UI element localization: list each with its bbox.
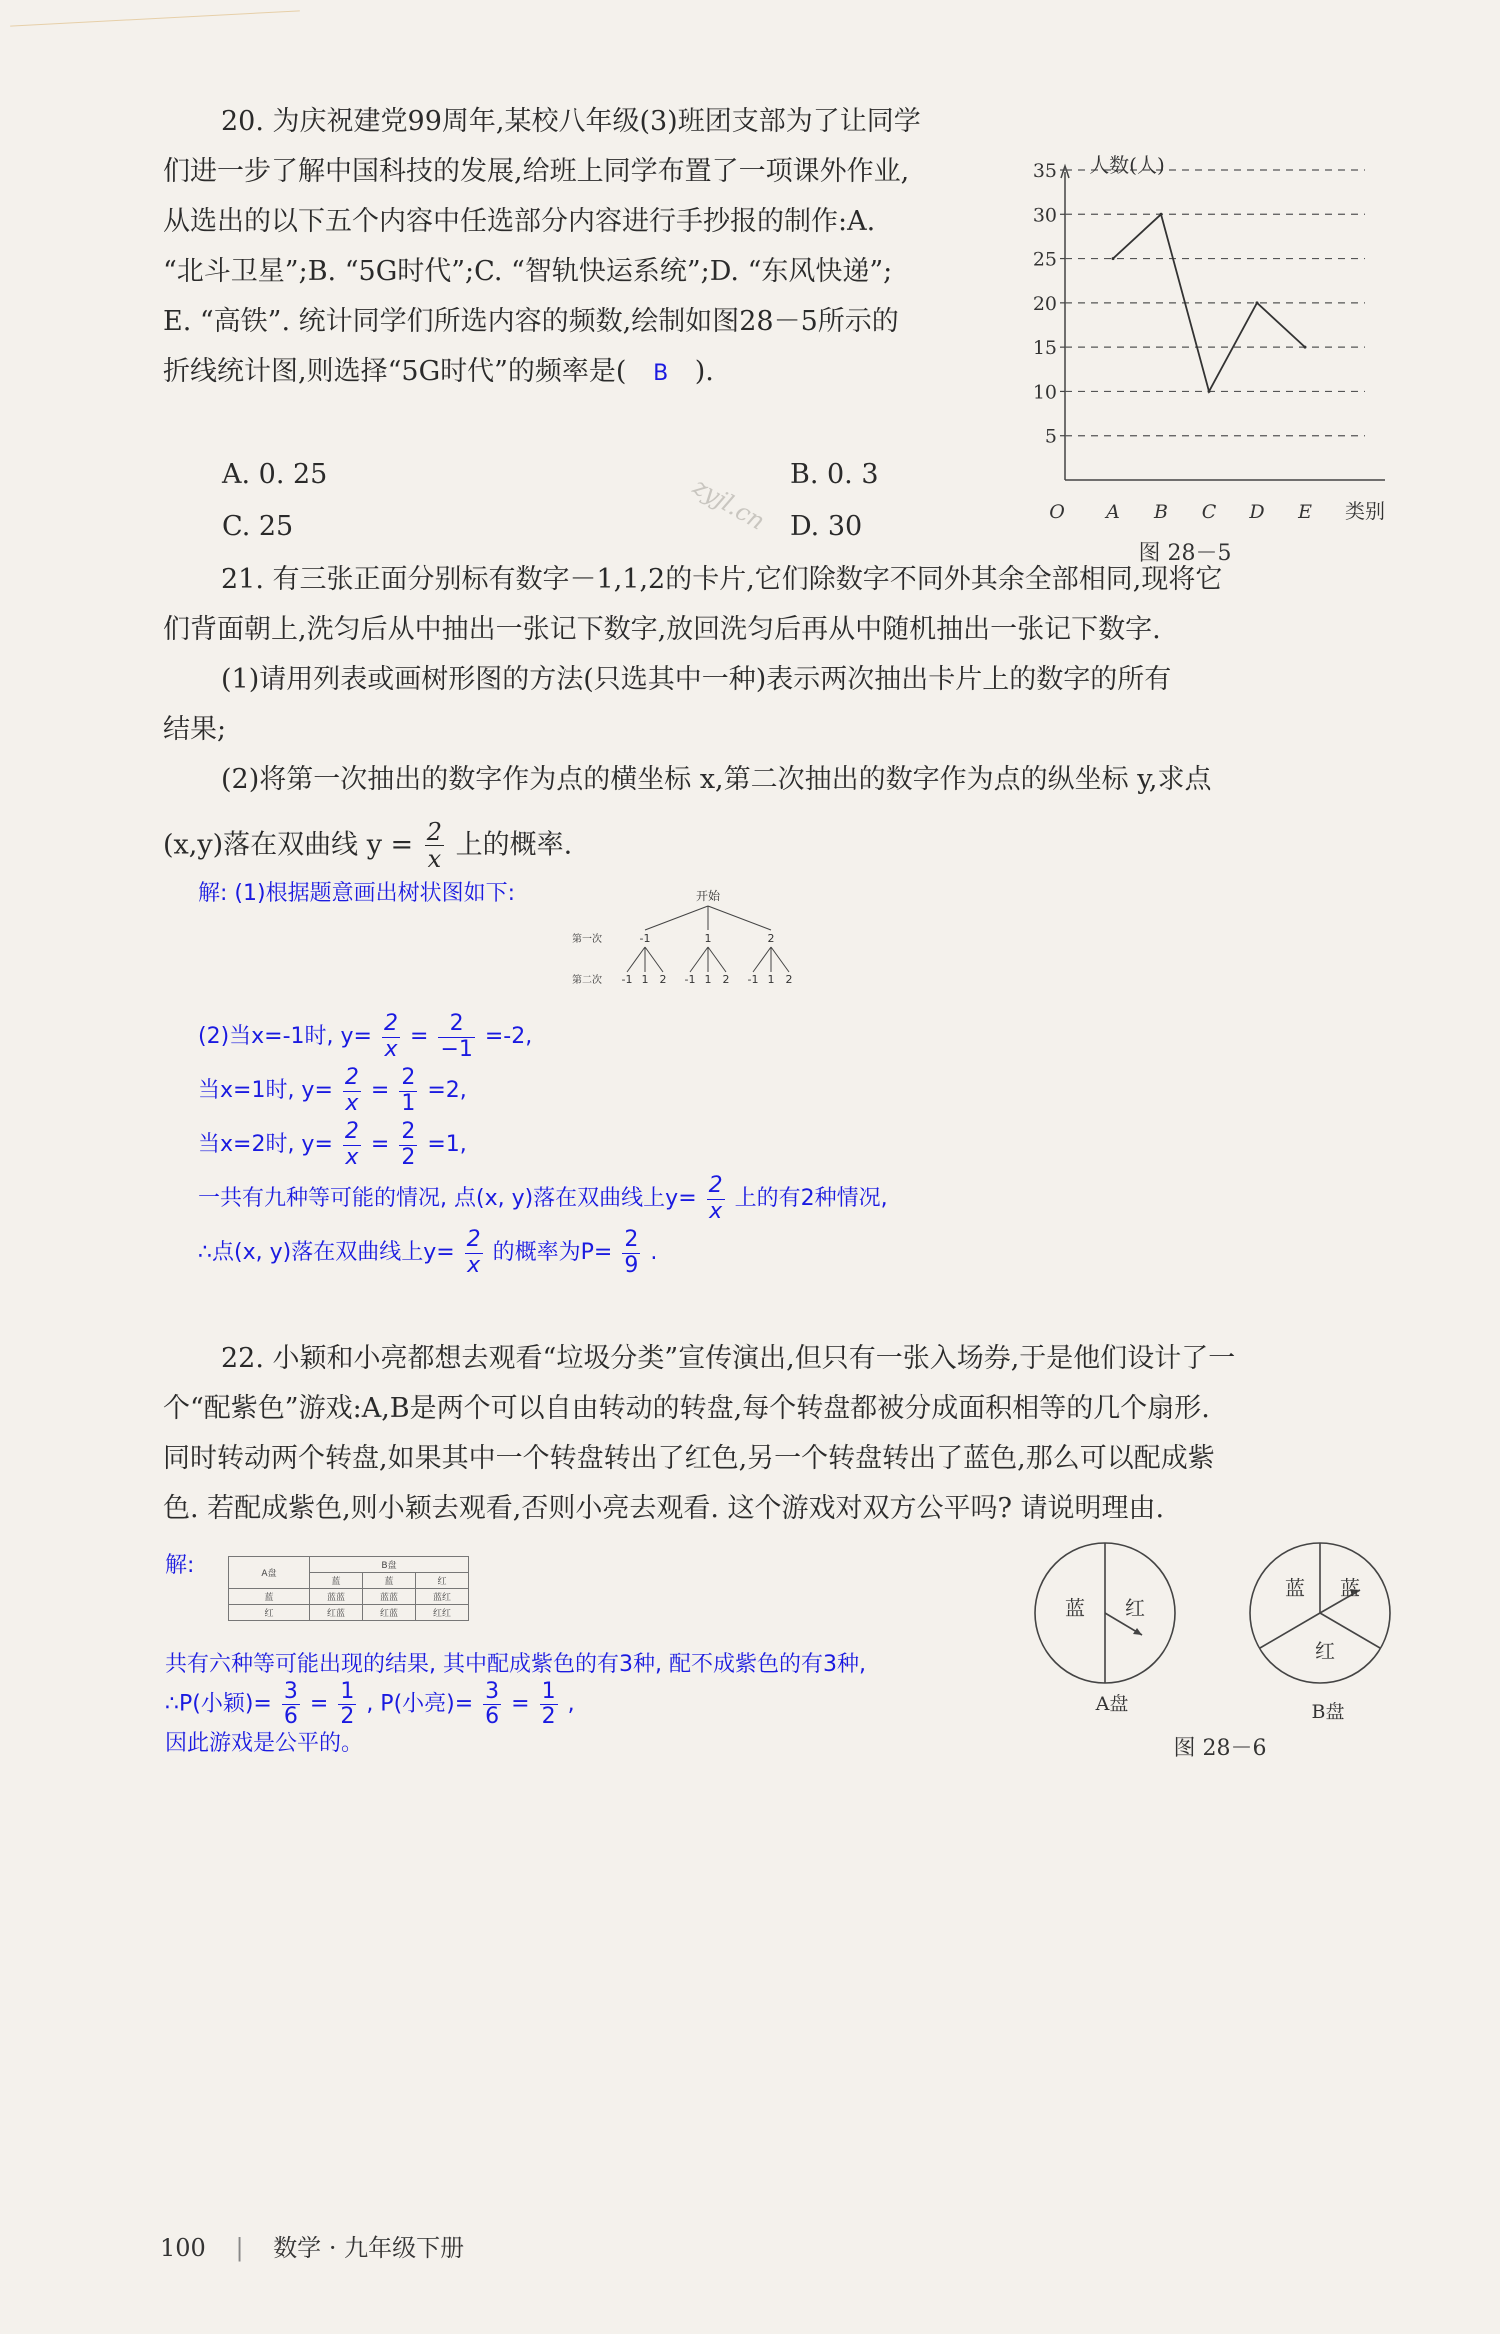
x-tick-label: A (1106, 501, 1120, 523)
tree-branch (690, 947, 708, 972)
tree-diagram (570, 886, 810, 996)
tree-level-2-label: 第二次 (572, 975, 602, 986)
frac-den: 2 (541, 1704, 556, 1730)
frac-num: 2 (401, 1065, 416, 1091)
tree-branch (771, 947, 789, 972)
x-tick-label: D (1249, 501, 1265, 523)
frac-num: 2 (624, 1227, 639, 1253)
page-number: 100 (160, 2234, 206, 2262)
q20-line-4: “北斗卫星”;B. “5G时代”;C. “智轨快运系统”;D. “东风快递”; (163, 256, 893, 287)
ans21-l2-eq: = (370, 1078, 390, 1103)
q21-line-6-b: 上的概率. (455, 829, 573, 861)
frac-num: 2 (384, 1011, 398, 1037)
tree-branch (627, 947, 645, 972)
frac-den: x (384, 1036, 398, 1062)
frac-num: 1 (541, 1679, 556, 1704)
q21-line-5: (2)将第一次抽出的数字作为点的横坐标 x,第二次抽出的数字作为点的纵坐标 y,求点 (221, 764, 1212, 795)
frac-num: 3 (283, 1679, 298, 1704)
tree-first-node: 2 (767, 932, 775, 945)
tree-second-node: -1 (747, 973, 759, 986)
y-tick-label: 15 (1032, 337, 1057, 360)
tree-first-node: -1 (639, 932, 651, 945)
q20-line-1: 20. 为庆祝建党99周年,某校八年级(3)班团支部为了让同学 (221, 106, 921, 137)
frac-den: x (345, 1144, 359, 1170)
frac-num: 2 (401, 1119, 416, 1145)
spinner-b-top-left-label: 蓝 (1285, 1576, 1305, 1600)
watermark: zyjl.cn (688, 472, 770, 536)
frac-num: 2 (466, 1227, 481, 1253)
frac-den: x (709, 1198, 723, 1224)
spinner-a-right-label: 红 (1125, 1596, 1145, 1620)
table-group-header: B盘 (310, 1557, 469, 1573)
question-21 (163, 555, 1403, 873)
tree-root-label: 开始 (695, 889, 721, 903)
ans21-l5-mid: 的概率为P= (492, 1240, 613, 1265)
q21-line-2: 们背面朝上,洗匀后从中抽出一张记下数字,放回洗匀后再从中随机抽出一张记下数字. (163, 614, 1161, 645)
ans21-l1-result: =-2, (484, 1024, 533, 1049)
ans21-l3-eq: = (370, 1132, 390, 1157)
y-tick-label: 20 (1032, 292, 1057, 315)
ans21-l1-text: (2)当x=-1时, y= (198, 1024, 372, 1049)
q21-line-6-a: (x,y)落在双曲线 y = (163, 829, 414, 861)
ans22-l2-f: , P(小亮)= (366, 1691, 474, 1717)
question-20 (163, 97, 1023, 399)
ans22-frac-1 (282, 1680, 300, 1729)
data-point (1160, 213, 1163, 216)
ans21-line-3 (198, 1118, 888, 1172)
ans21-l2-frac-a (343, 1066, 361, 1115)
tree-branch (645, 906, 708, 930)
answer-22-body (165, 1650, 866, 1759)
table-cell: 蓝红 (416, 1589, 469, 1605)
tree-second-node: -1 (621, 973, 633, 986)
q20-line-5: E. “高铁”. 统计同学们所选内容的频数,绘制如图28－5所示的 (163, 306, 899, 337)
ans21-l1-frac-b (438, 1012, 474, 1061)
question-22 (163, 1334, 1408, 1534)
tree-second-node: 1 (641, 973, 649, 986)
ans21-l4-text: 一共有九种等可能的情况, 点(x, y)落在双曲线上y= (198, 1186, 697, 1211)
figure-28-5-caption: 图 28－5 (1138, 541, 1232, 566)
page-footer (160, 2228, 464, 2263)
data-point (1208, 390, 1211, 393)
ans21-line-4 (198, 1172, 888, 1226)
tree-second-node: 2 (785, 973, 793, 986)
spinner-b-top-right-label: 蓝 (1340, 1576, 1360, 1600)
option-b: B. 0. 3 (790, 459, 879, 490)
q21-line-3: (1)请用列表或画树形图的方法(只选其中一种)表示两次抽出卡片上的数字的所有 (221, 664, 1172, 695)
frac-num: 2 (438, 1012, 474, 1037)
ans22-l2-h: , (567, 1691, 575, 1717)
y-tick-label: 5 (1044, 425, 1057, 448)
outcome-table (228, 1556, 469, 1621)
ans21-line-5 (198, 1226, 888, 1280)
y-tick-label: 30 (1032, 204, 1057, 227)
tree-second-node: 2 (659, 973, 667, 986)
tree-branch (708, 906, 771, 930)
frac-den: −1 (440, 1036, 473, 1062)
origin-label: O (1049, 501, 1065, 523)
ans21-l2-result: =2, (427, 1078, 467, 1103)
frac-den: 6 (283, 1704, 298, 1730)
ans22-frac-4 (540, 1680, 558, 1729)
spinner-a-caption: A盘 (1095, 1693, 1129, 1715)
q21-frac-den: x (427, 845, 442, 874)
ans22-eq-2: = (511, 1691, 530, 1717)
ans21-l5-text: ∴点(x, y)落在双曲线上y= (198, 1240, 455, 1265)
spinner-b-caption: B盘 (1311, 1701, 1345, 1723)
option-a: A. 0. 25 (222, 459, 328, 490)
table-cell: 蓝蓝 (363, 1589, 416, 1605)
answer-22-intro: 解: (165, 1553, 195, 1578)
line-chart (1030, 150, 1410, 566)
y-tick-label: 10 (1032, 381, 1057, 404)
ans21-line-1 (198, 1010, 888, 1064)
y-tick-label: 35 (1032, 160, 1057, 182)
frac-num: 3 (485, 1679, 500, 1704)
q22-line-2: 个“配紫色”游戏:A,B是两个可以自由转动的转盘,每个转盘都被分成面积相等的几个扇形. (163, 1393, 1210, 1424)
table-cell: 红 (229, 1605, 310, 1621)
spinner-a-left-label: 蓝 (1065, 1596, 1085, 1620)
spinner-a (1035, 1543, 1175, 1715)
table-cell: 红蓝 (363, 1605, 416, 1621)
ans22-l2-a: ∴P(小颖)= (165, 1691, 272, 1717)
ans21-l5-frac-a (465, 1228, 483, 1277)
answer-21-intro: 解: (1)根据题意画出树状图如下: (198, 881, 515, 906)
x-tick-label: E (1298, 501, 1312, 523)
data-point (1304, 346, 1307, 349)
frac-den: 6 (485, 1704, 500, 1730)
ans21-l2-text: 当x=1时, y= (198, 1078, 333, 1103)
y-tick-label: 25 (1032, 248, 1057, 271)
tree-second-node: -1 (684, 973, 696, 986)
table-cell: 红蓝 (310, 1605, 363, 1621)
spinner-b-divider-2 (1260, 1613, 1320, 1648)
table-cell: 蓝 (229, 1589, 310, 1605)
table-head: 蓝 (363, 1573, 416, 1589)
q21-line-4: 结果; (163, 714, 227, 745)
q22-line-1: 22. 小颖和小亮都想去观看“垃圾分类”宣传演出,但只有一张入场券,于是他们设计了一 (221, 1343, 1236, 1374)
spinner-b (1250, 1543, 1390, 1723)
option-c: C. 25 (222, 511, 294, 542)
table-cell: 蓝蓝 (310, 1589, 363, 1605)
q20-line-6-suffix: ). (694, 356, 714, 387)
y-axis-title: 人数(人) (1089, 153, 1165, 177)
frac-den: 2 (340, 1704, 355, 1730)
frac-num: 2 (344, 1065, 359, 1091)
tree-branch (708, 947, 726, 972)
ans21-l3-result: =1, (427, 1132, 467, 1157)
tree-branch (645, 947, 663, 972)
table-cell: 红红 (416, 1605, 469, 1621)
q20-line-3: 从选出的以下五个内容中任选部分内容进行手抄报的制作:A. (163, 206, 876, 237)
frac-num: 2 (708, 1173, 723, 1199)
ans22-line-1: 共有六种等可能出现的结果, 其中配成紫色的有3种, 配不成紫色的有3种, (165, 1652, 866, 1677)
frac-den: x (345, 1090, 359, 1116)
table-row (229, 1589, 469, 1605)
footer-separator: | (235, 2234, 244, 2262)
ans21-l1-frac-a (382, 1012, 400, 1061)
figure-28-6-caption: 图 28－6 (1173, 1736, 1267, 1761)
answer-21-steps (198, 1010, 888, 1280)
ans21-l3-frac-b (399, 1120, 417, 1169)
ans21-l3-frac-a (343, 1120, 361, 1169)
q20-line-6-prefix: 折线统计图,则选择“5G时代”的频率是( (163, 356, 627, 387)
q22-line-4: 色. 若配成紫色,则小颖去观看,否则小亮去观看. 这个游戏对双方公平吗? 请说明理由. (163, 1493, 1165, 1524)
ans21-l4-frac (707, 1174, 725, 1223)
x-axis-title: 类别 (1345, 499, 1385, 523)
q21-frac-num: 2 (426, 818, 443, 846)
q21-fraction (425, 819, 444, 873)
frac-den: x (467, 1252, 481, 1278)
frac-den: 9 (624, 1252, 639, 1278)
ans21-l3-text: 当x=2时, y= (198, 1132, 333, 1157)
top-decoration-line (10, 10, 300, 26)
ans21-line-2 (198, 1064, 888, 1118)
ans22-frac-2 (338, 1680, 356, 1729)
q20-line-6 (163, 347, 1023, 399)
ans21-l4-tail: 上的有2种情况, (734, 1186, 888, 1211)
spinner-figure (1020, 1530, 1420, 1770)
tree-second-node: 2 (722, 973, 730, 986)
x-tick-label: B (1154, 501, 1168, 523)
ans21-l1-eq: = (410, 1024, 429, 1049)
ans22-eq-1: = (309, 1691, 329, 1717)
q20-line-2: 们进一步了解中国科技的发展,给班上同学布置了一项课外作业, (163, 156, 910, 187)
q22-line-3: 同时转动两个转盘,如果其中一个转盘转出了红色,另一个转盘转出了蓝色,那么可以配成紫 (163, 1443, 1215, 1474)
x-tick-label: C (1201, 501, 1217, 523)
frac-num: 1 (340, 1679, 355, 1704)
table-corner: A盘 (229, 1557, 310, 1589)
q21-line-6 (163, 819, 1403, 873)
q21-line-1: 21. 有三张正面分别标有数字－1,1,2的卡片,它们除数字不同外其余全部相同,现将它 (221, 564, 1223, 595)
book-title: 数学 · 九年级下册 (273, 2234, 465, 2262)
ans22-frac-3 (483, 1680, 501, 1729)
spinner-a-arrow-icon (1133, 1628, 1142, 1635)
tree-branch (753, 947, 771, 972)
frac-den: 2 (401, 1144, 416, 1170)
ans21-l2-frac-b (399, 1066, 417, 1115)
frac-den: 1 (401, 1090, 416, 1116)
ans21-l5-end: . (650, 1240, 658, 1265)
frac-num: 2 (344, 1119, 359, 1145)
data-point (1256, 301, 1259, 304)
option-d: D. 30 (790, 511, 863, 542)
ans22-line-2 (165, 1680, 866, 1729)
spinner-b-bottom-label: 红 (1315, 1639, 1335, 1663)
table-head: 蓝 (310, 1573, 363, 1589)
tree-second-node: 1 (704, 973, 712, 986)
tree-first-node: 1 (704, 932, 712, 945)
table-row (229, 1605, 469, 1621)
data-point (1112, 257, 1115, 260)
q20-answer: B (653, 361, 669, 386)
table-head: 红 (416, 1573, 469, 1589)
ans21-l5-frac-b (622, 1228, 640, 1277)
ans22-line-3: 因此游戏是公平的。 (165, 1731, 364, 1757)
tree-level-1-label: 第一次 (572, 934, 602, 945)
tree-second-node: 1 (767, 973, 775, 986)
